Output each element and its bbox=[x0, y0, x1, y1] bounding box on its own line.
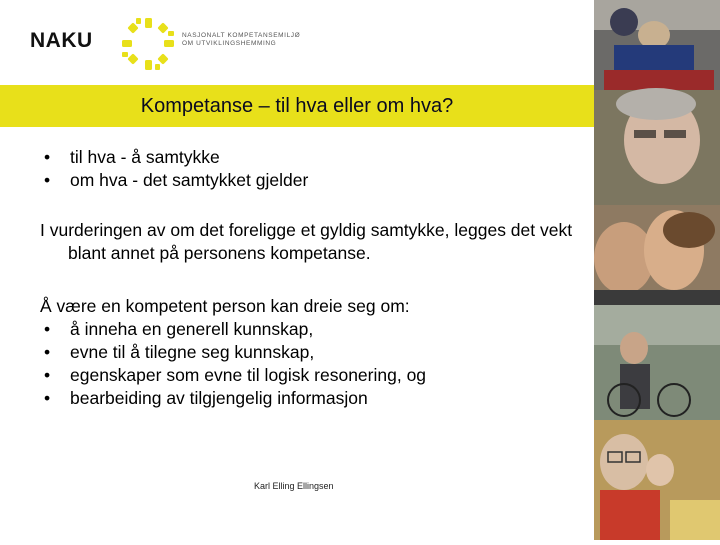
elderly-woman-photo bbox=[594, 88, 720, 205]
sun-flower-icon bbox=[120, 16, 176, 72]
paragraph-assessment: I vurderingen av om det foreligge et gyldig samtykke, legges det vekt blant annet på personens kompetanse. bbox=[40, 220, 573, 263]
bullets-consent bbox=[40, 146, 585, 192]
list-item: • evne til å tilegne seg kunnskap, bbox=[40, 341, 585, 364]
children-photo bbox=[594, 420, 720, 540]
list-item: • bearbeiding av tilgjengelig informasjon bbox=[40, 387, 585, 410]
list-item: • egenskaper som evne til logisk resonering, og bbox=[40, 364, 585, 387]
author-credit: Karl Elling Ellingsen bbox=[254, 481, 334, 491]
list-item: • til hva - å samtykke bbox=[40, 146, 585, 169]
bullets-competence bbox=[40, 318, 585, 410]
list-item: • om hva - det samtykket gjelder bbox=[40, 169, 585, 192]
naku-logo bbox=[30, 14, 301, 70]
man-with-bicycle-photo bbox=[594, 305, 720, 420]
slide-title: Kompetanse – til hva eller om hva? bbox=[140, 94, 454, 117]
list-item: • å inneha en generell kunnskap, bbox=[40, 318, 585, 341]
slide-body bbox=[40, 146, 585, 410]
photo-strip bbox=[594, 0, 720, 540]
intro-competence: Å være en kompetent person kan dreie seg om: bbox=[40, 296, 410, 316]
photo-collage bbox=[594, 0, 720, 540]
couple-kissing-photo bbox=[594, 205, 720, 305]
logo-word: NAKU bbox=[30, 29, 93, 52]
logo-subtitle: NASJONALT KOMPETANSEMILJØ OM UTVIKLINGSHEMMING bbox=[182, 32, 301, 47]
snowmobile-riders-photo bbox=[594, 0, 720, 90]
